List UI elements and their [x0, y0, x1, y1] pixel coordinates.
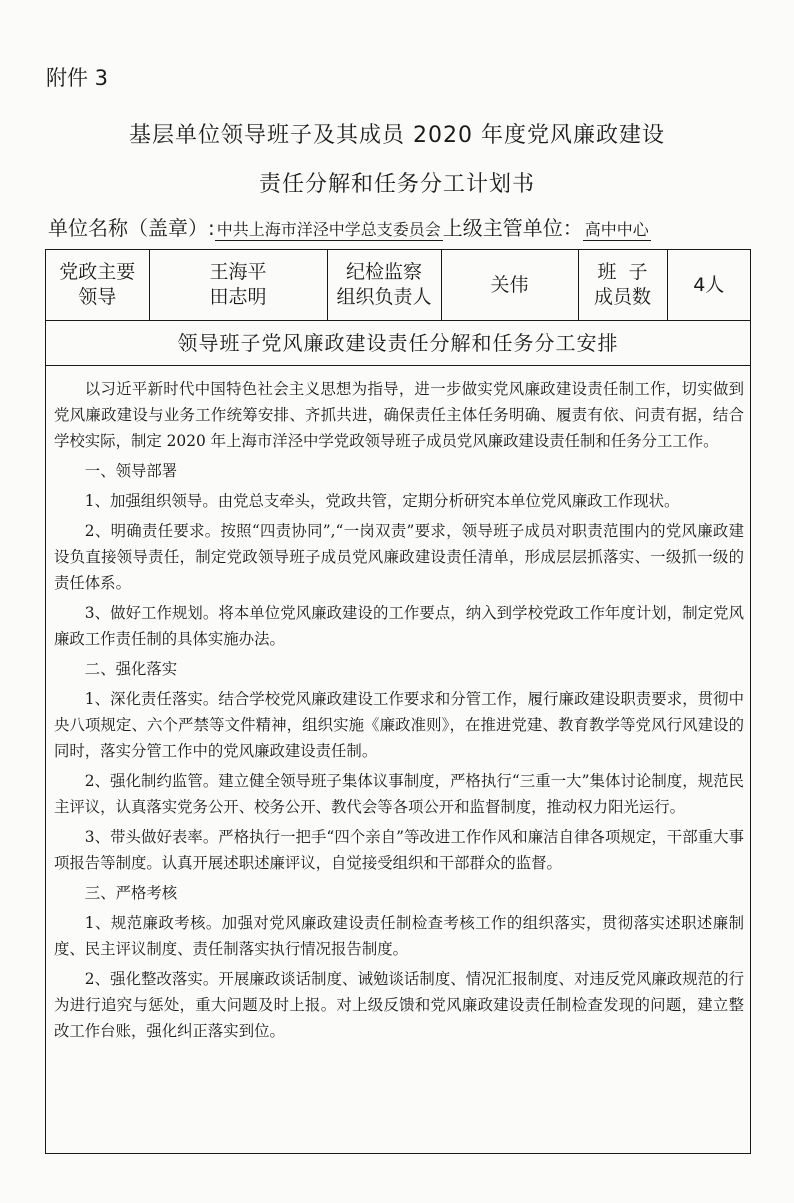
members-label-line-2: 成员数: [593, 286, 651, 308]
members-label-cell: [578, 250, 667, 321]
unit-info-line: [48, 212, 768, 241]
body-paragraph: 2、强化整改落实。开展廉政谈话制度、诫勉谈话制度、情况汇报制度、对违反党风廉政规范的行为进行追究与惩处，重大问题及时上报。对上级反馈和党风廉政建设责任制检查发现的问题，建立整改工作台账，强化纠正落实到位。: [54, 970, 744, 1040]
body-paragraph: 3、做好工作规划。将本单位党风廉政建设的工作要点，纳入到学校党政工作年度计划，制定党风廉政工作责任制的具体实施办法。: [54, 604, 744, 648]
discipline-label-cell: [327, 250, 441, 321]
leader-label-line-2: 领导: [78, 286, 117, 308]
superior-unit-value: 高中中心: [584, 220, 649, 239]
leader-label-cell: [46, 250, 149, 321]
body-paragraph: 2、强化制约监管。建立健全领导班子集体议事制度，严格执行“三重一大”集体讨论制度，规范民主评议，认真落实党务公开、校务公开、教代会等各项公开和监督制度，推动权力阳光运行。: [54, 772, 744, 816]
superior-unit-label: 上级主管单位：: [442, 216, 583, 240]
body-paragraph: 1、规范廉政考核。加强对党风廉政建设责任制检查考核工作的组织落实，贯彻落实述职述廉制度、民主评议制度、责任制落实执行情况报告制度。: [54, 914, 744, 958]
leader-label-line-1: 党政主要: [59, 261, 136, 283]
members-label-line-1: 班 子: [597, 261, 648, 283]
section-heading: 三、严格考核: [84, 884, 178, 902]
body-paragraph: 以习近平新时代中国特色社会主义思想为指导，进一步做实党风廉政建设责任制工作，切实做到党风廉政建设与业务工作统筹安排、齐抓共进，确保责任主体任务明确、履责有依、问责有据，结合学校实际，制定 2020 年上海市洋泾中学党政领导班子成员党风廉政建设责任制和任务分工工作。: [54, 380, 744, 450]
section-heading: 二、强化落实: [84, 660, 178, 678]
body-paragraph: 1、加强组织领导。由党总支牵头，党政共管，定期分析研究本单位党风廉政工作现状。: [84, 492, 680, 510]
document-title-line-1: 基层单位领导班子及其成员 2020 年度党风廉政建设: [129, 123, 665, 148]
section-title: 领导班子党风廉政建设责任分解和任务分工安排: [46, 321, 750, 366]
leader-name-2: 田志明: [209, 286, 267, 308]
body-paragraph: 2、明确责任要求。按照“四责协同”,“一岗双责”要求，领导班子成员对职责范围内的党风廉政建设负直接领导责任，制定党政领导班子成员党风廉政建设责任清单，形成层层抓落实、一级抓一级的责任体系。: [54, 522, 744, 592]
leader-name-1: 王海平: [209, 261, 267, 283]
body-paragraph: 1、深化责任落实。结合学校党风廉政建设工作要求和分管工作，履行廉政建设职责要求，贯彻中央八项规定、六个严禁等文件精神，组织实施《廉政准则》，在推进党建、教育教学等党风行风建设的同时，落实分管工作中的党风廉政建设责任制。: [54, 690, 744, 760]
body-paragraph: 3、带头做好表率。严格执行一把手“四个亲自”等改进工作作风和廉洁自律各项规定，干部重大事项报告等制度。认真开展述职述廉评议，自觉接受组织和干部群众的监督。: [54, 828, 744, 872]
discipline-label-line-1: 纪检监察: [345, 261, 422, 283]
discipline-label-line-2: 组织负责人: [336, 286, 432, 308]
document-title-line-2: 责任分解和任务分工计划书: [258, 172, 535, 197]
members-count-cell: 4人: [667, 250, 750, 321]
responsibility-form: [45, 249, 751, 1154]
header-row: [46, 250, 750, 321]
discipline-name-cell: 关伟: [441, 250, 578, 321]
leader-names-cell: [149, 250, 327, 321]
unit-name-label: 单位名称（盖章）:: [48, 216, 215, 240]
unit-name-value: 中共上海市洋泾中学总支委员会: [216, 220, 441, 239]
section-heading: 一、领导部署: [84, 462, 178, 480]
annex-label: 附件 3: [46, 66, 109, 90]
header-table: [46, 250, 750, 321]
arrangement-body: [46, 366, 750, 1044]
